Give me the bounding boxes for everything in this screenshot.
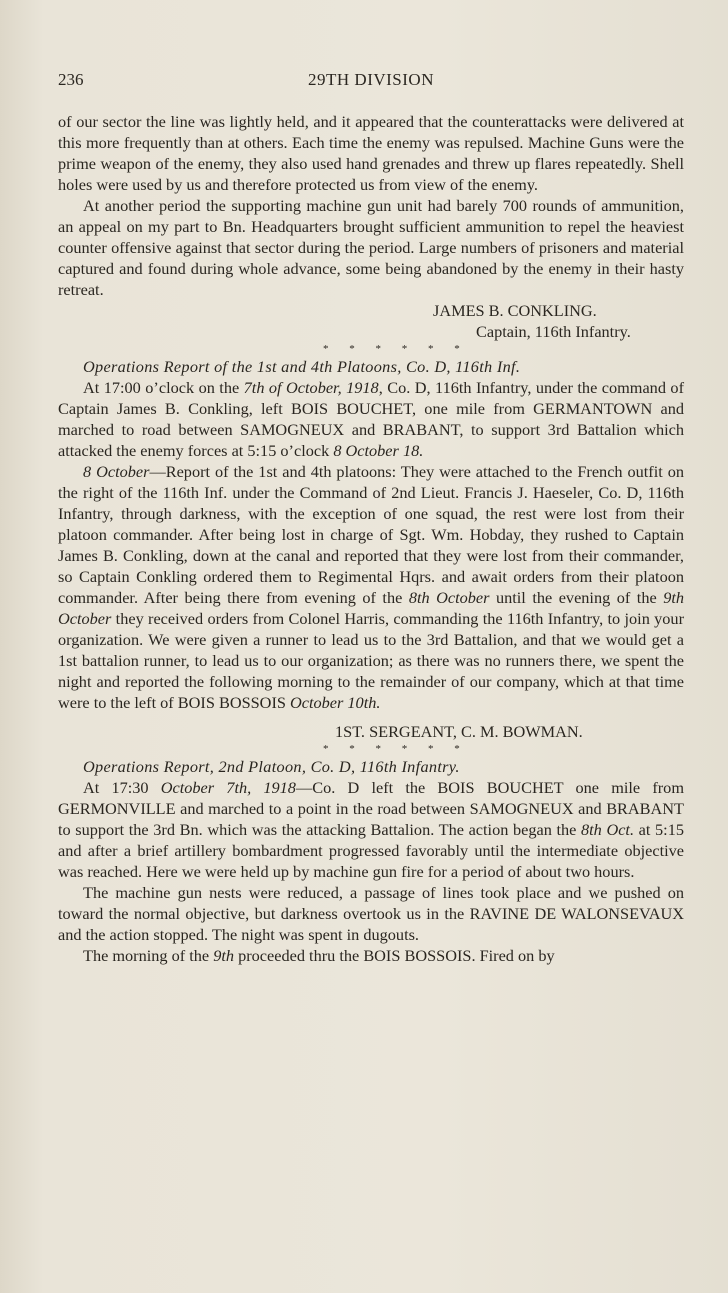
page-number: 236 [58, 70, 84, 89]
paragraph-7: The morning of the 9th proceeded thru the BOIS BOSSOIS. Fired on by [83, 946, 555, 965]
paragraph-5: At 17:30 October 7th, 1918—Co. D left the BOIS BOUCHET one mile from GERMONVILLE and marched to a point in the road between SAMOGNEUX and BRABANT to support the 3rd Bn. which was the attacking Battalion. The action began the 8th Oct. at 5:15 and after a brief artillery bombardment progressed favorably until the intermediate objective was reached. Here we were held up by machine gun fire for a period of about two hours. [58, 778, 684, 881]
paragraph-1: of our sector the line was lightly held, and it appeared that the counterattacks were delivered at this more frequently than at others. Each time the enemy was repulsed. Machine Guns were the prime weapon of the enemy, they also used hand grenades and threw up flares repeatedly. Shell holes were used by us and therefore protected us from view of the enemy. [58, 112, 684, 194]
section-divider-stars: * * * * * * [323, 343, 469, 355]
paragraph-3: At 17:00 o’clock on the 7th of October, 1918, Co. D, 116th Infantry, under the command of Captain James B. Conkling, left BOIS BOUCHET, one mile from GERMANTOWN and marched to road between SAMOGNEUX and BRABANT, to support 3rd Battalion which attacked the enemy forces at 5:15 o’clock 8 October 18. [58, 378, 684, 460]
paragraph-6: The machine gun nests were reduced, a passage of lines took place and we pushed on toward the normal objective, but darkness overtook us in the RAVINE DE WALONSEVAUX and the action stopped. The night was spent in dugouts. [58, 883, 684, 944]
page-header [58, 70, 684, 92]
paragraph-2: At another period the supporting machine gun unit had barely 700 rounds of ammunition, an appeal on my part to Bn. Headquarters brought sufficient ammunition to repel the heaviest counter offensive against that sector during the period. Large numbers of prisoners and material captured and found during whole advance, some being abandoned by the enemy in their hasty retreat. [58, 196, 684, 299]
running-head: 29TH DIVISION [308, 70, 434, 89]
signature-name-conkling: JAMES B. CONKLING. [433, 301, 597, 320]
signature-bowman: 1ST. SERGEANT, C. M. BOWMAN. [335, 722, 583, 741]
signature-title-conkling: Captain, 116th Infantry. [476, 322, 631, 341]
section-heading-1st-4th-platoons: Operations Report of the 1st and 4th Platoons, Co. D, 116th Inf. [83, 357, 521, 376]
body-text [58, 111, 684, 966]
section-divider-stars-2: * * * * * * [323, 743, 469, 755]
paragraph-4: 8 October—Report of the 1st and 4th platoons: They were attached to the French outfit on the right of the 116th Inf. under the Command of 2nd Lieut. Francis J. Haeseler, Co. D, 116th Infantry, through darkness, with the exception of one squad, the rest were lost from their platoon commander. After being lost in charge of Sgt. Wm. Hobday, they rushed to Captain James B. Conkling, down at the canal and reported that they were lost from their commander, so Captain Conkling ordered them to Regimental Hqrs. and await orders from their platoon commander. After being there from evening of the 8th October until the evening of the 9th October they received orders from Colonel Harris, commanding the 116th Infantry, to join your organization. We were given a runner to lead us to the 3rd Battalion, and that we would get a 1st battalion runner, to lead us to our organization; as there was no runners there, we spent the night and reported the following morning to the remainder of our company, which at that time were to the left of BOIS BOSSOIS October 10th. [58, 462, 684, 712]
section-heading-2nd-platoon: Operations Report, 2nd Platoon, Co. D, 116th Infantry. [83, 757, 460, 776]
